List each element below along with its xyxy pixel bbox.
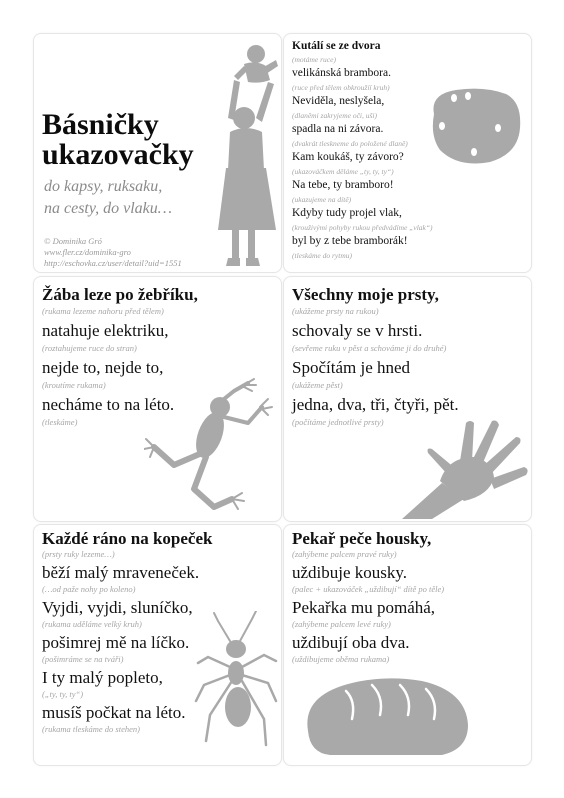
poem-line: Na tebe, ty bramboro!	[292, 179, 394, 191]
poem-line: necháme to na léto.	[42, 395, 175, 414]
instruction: (dvakrát tleskneme do položené dlaně)	[292, 139, 408, 148]
instruction: (palec + ukazováček „uždibují“ dítě po těle)	[292, 584, 445, 594]
poem-line: pošimrej mě na líčko.	[42, 633, 190, 652]
instruction: (pošimráme se na tváři)	[42, 654, 124, 664]
instruction: (rukama tleskáme do stehen)	[42, 724, 140, 734]
poem-line: Kam koukáš, ty závoro?	[292, 151, 404, 163]
instruction: (prsty ruky lezeme…)	[42, 549, 115, 559]
instruction: („ty, ty, ty“)	[42, 689, 84, 699]
poem-line: musíš počkat na léto.	[42, 703, 186, 722]
instruction: (motáme ruce)	[292, 55, 336, 64]
instruction: (ruce před tělem obkroužíí kruh)	[292, 83, 390, 92]
poem-line: velikánská brambora.	[292, 67, 391, 79]
poem-title: Kutálí se ze dvora	[292, 40, 381, 52]
instruction: (kroutíme rukama)	[42, 380, 106, 390]
instruction: (ukážeme prsty na rukou)	[292, 306, 379, 316]
poem-card-zaba	[33, 276, 282, 522]
instruction: (zahýbeme palcem levé ruky)	[292, 619, 391, 629]
poem-line: Pekařka mu pomáhá,	[292, 598, 436, 617]
poem-line: Vyjdi, vyjdi, sluníčko,	[42, 598, 193, 617]
poem-line: spadla na ni závora.	[292, 123, 384, 135]
instruction: (počítáme jednotlivé prsty)	[292, 417, 384, 427]
title-card	[33, 33, 282, 273]
poem-card-housky	[283, 524, 532, 766]
poem-card-mravenec	[33, 524, 282, 766]
subtitle-line2: na cesty, do vlaku…	[44, 200, 172, 217]
instruction: (dlaněmi zakryjeme oči, uši)	[292, 111, 377, 120]
poem-line: I ty malý popleto,	[42, 668, 163, 687]
credit-author: © Dominika Gró	[44, 236, 102, 246]
poem-line: natahuje elektriku,	[42, 321, 169, 340]
instruction: (sevřeme ruku v pěst a schováme ji do druhé)	[292, 343, 447, 353]
instruction: (ukazováčkem děláme „ty, ty, ty“)	[292, 167, 394, 176]
ant-icon	[194, 611, 278, 751]
instruction: (roztahujeme ruce do stran)	[42, 343, 137, 353]
hand-icon	[402, 417, 530, 519]
poem-line: uždibuje kousky.	[292, 563, 408, 582]
poem-line: Spočítám je hned	[292, 358, 411, 377]
instruction: (…od paže nohy po koleno)	[42, 584, 136, 594]
subtitle-line1: do kapsy, ruksaku,	[44, 178, 163, 195]
instruction: (uždibujeme oběma rukama)	[292, 654, 390, 664]
instruction: (krouživými pohyby rukou předvádíme „vlak“)	[292, 223, 433, 232]
mother-child-silhouette-icon	[204, 40, 279, 270]
bread-icon	[302, 675, 470, 759]
poem-line: nejde to, nejde to,	[42, 358, 164, 377]
poem-title: Všechny moje prsty,	[292, 285, 439, 304]
poem-card-prsty	[283, 276, 532, 522]
poem-line: běží malý mraveneček.	[42, 563, 200, 582]
poem-title: Žába leze po žebříku,	[42, 285, 198, 304]
poem-line: jedna, dva, tři, čtyři, pět.	[292, 395, 459, 414]
instruction: (ukážeme pěst)	[292, 380, 343, 390]
instruction: (tleskáme)	[42, 417, 78, 427]
instruction: (tleskáme do rytmu)	[292, 251, 352, 260]
poem-title: Každé ráno na kopeček	[42, 529, 213, 548]
poem-line: byl by z tebe bramborák!	[292, 235, 408, 247]
poem-line: Kdyby tudy projel vlak,	[292, 207, 402, 219]
potato-icon	[424, 84, 524, 168]
page-title-line1: Básničky	[42, 108, 159, 141]
poem-line: uždibují oba dva.	[292, 633, 410, 652]
poem-title: Pekař peče housky,	[292, 529, 432, 548]
credit-url1: www.fler.cz/dominika-gro	[44, 247, 131, 257]
page-title-line2: ukazovačky	[42, 138, 194, 171]
poem-card-brambora	[283, 33, 532, 273]
poem-line: Neviděla, neslyšela,	[292, 95, 385, 107]
credit-url2: http://eschovka.cz/user/detail?uid=1551	[44, 258, 182, 268]
instruction: (zahýbeme palcem pravé ruky)	[292, 549, 397, 559]
instruction: (rukama lezeme nahoru před tělem)	[42, 306, 164, 316]
poem-line: schovaly se v hrsti.	[292, 321, 423, 340]
instruction: (ukazujeme na dítě)	[292, 195, 352, 204]
instruction: (rukama uděláme velký kruh)	[42, 619, 142, 629]
